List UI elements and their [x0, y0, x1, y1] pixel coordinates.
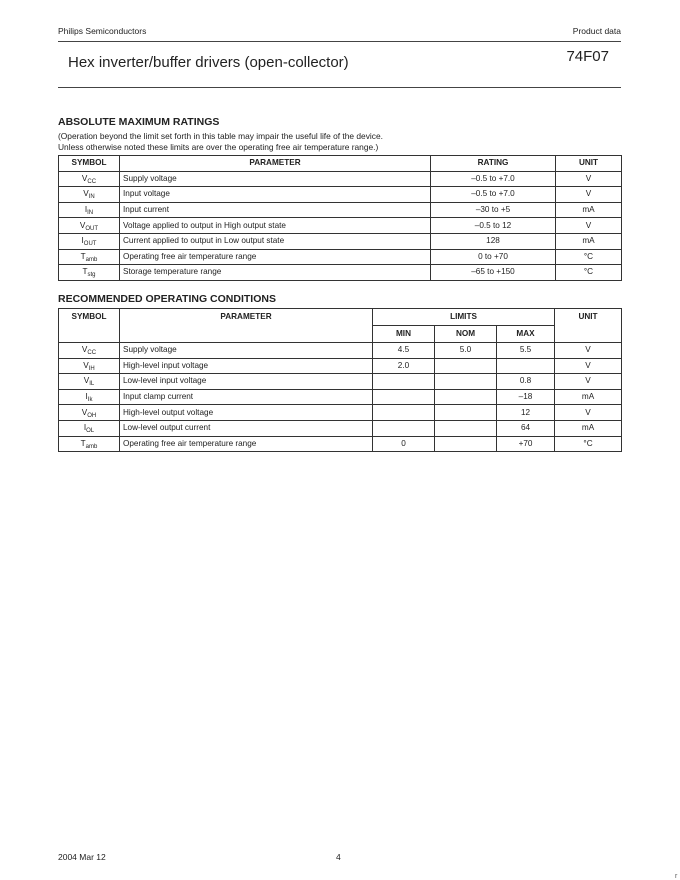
- max-cell: [497, 358, 555, 374]
- symbol-letter: V: [81, 407, 88, 417]
- table-row: [59, 218, 622, 234]
- unit-cell: V: [556, 171, 622, 187]
- min-cell: 4.5: [373, 343, 435, 359]
- symbol-letter: V: [83, 360, 89, 370]
- table-row: [59, 358, 622, 374]
- parameter-cell: Supply voltage: [120, 171, 431, 187]
- abs-max-note-line1: (Operation beyond the limit set forth in this table may impair the useful life of the device.: [58, 131, 383, 141]
- symbol-cell: [59, 202, 120, 218]
- symbol-cell: [59, 358, 120, 374]
- parameter-cell: Current applied to output in Low output state: [120, 233, 431, 249]
- max-cell: 12: [497, 405, 555, 421]
- parameter-cell: Operating free air temperature range: [120, 249, 431, 265]
- symbol-subscript: CC: [87, 178, 97, 185]
- col-header-unit: UNIT: [555, 309, 622, 343]
- table-row: [59, 187, 622, 203]
- unit-cell: mA: [556, 233, 622, 249]
- symbol-subscript: CC: [87, 350, 97, 357]
- symbol-letter: I: [85, 392, 88, 402]
- symbol-letter: I: [84, 205, 88, 215]
- nom-cell: [435, 358, 497, 374]
- rating-cell: –0.5 to +7.0: [431, 187, 556, 203]
- abs-max-heading: ABSOLUTE MAXIMUM RATINGS: [58, 116, 220, 128]
- page-title: Hex inverter/buffer drivers (open-collector): [68, 54, 349, 71]
- parameter-cell: Voltage applied to output in High output state: [120, 218, 431, 234]
- abs-max-note-line2: Unless otherwise noted these limits are over the operating free air temperature range.): [58, 142, 379, 152]
- symbol-letter: T: [80, 438, 86, 448]
- table-row: [59, 265, 622, 281]
- min-cell: 0: [373, 436, 435, 452]
- parameter-cell: Low-level output current: [120, 420, 373, 436]
- table-row: [59, 343, 622, 359]
- nom-cell: [435, 405, 497, 421]
- min-cell: [373, 389, 435, 405]
- symbol-subscript: Ik: [87, 397, 93, 404]
- max-cell: +70: [497, 436, 555, 452]
- parameter-cell: Input clamp current: [120, 389, 373, 405]
- parameter-cell: Supply voltage: [120, 343, 373, 359]
- company-name: Philips Semiconductors: [58, 26, 147, 36]
- min-cell: 2.0: [373, 358, 435, 374]
- parameter-cell: Low-level input voltage: [120, 374, 373, 390]
- rating-cell: –0.5 to 12: [431, 218, 556, 234]
- symbol-subscript: IN: [88, 194, 95, 201]
- corner-mark: r: [675, 873, 678, 880]
- table-row: [59, 436, 622, 452]
- symbol-cell: [59, 343, 120, 359]
- symbol-subscript: OH: [87, 412, 97, 419]
- nom-cell: [435, 436, 497, 452]
- symbol-cell: [59, 420, 120, 436]
- table-row: [59, 405, 622, 421]
- symbol-subscript: OL: [86, 428, 95, 435]
- symbol-subscript: stg: [87, 272, 96, 279]
- max-cell: 5.5: [497, 343, 555, 359]
- table-row: [59, 374, 622, 390]
- symbol-subscript: amb: [85, 443, 98, 450]
- table-row: [59, 389, 622, 405]
- col-header-nom: NOM: [435, 326, 497, 343]
- col-header-parameter: PARAMETER: [120, 156, 431, 172]
- footer-date: 2004 Mar 12: [58, 852, 106, 862]
- symbol-cell: [59, 218, 120, 234]
- symbol-letter: I: [83, 423, 87, 433]
- unit-cell: V: [556, 187, 622, 203]
- header-rule-top: [58, 41, 621, 42]
- min-cell: [373, 420, 435, 436]
- symbol-cell: [59, 405, 120, 421]
- max-cell: 0.8: [497, 374, 555, 390]
- col-header-max: MAX: [497, 326, 555, 343]
- parameter-cell: Input voltage: [120, 187, 431, 203]
- parameter-cell: High-level output voltage: [120, 405, 373, 421]
- symbol-cell: [59, 389, 120, 405]
- symbol-subscript: amb: [85, 256, 98, 263]
- symbol-letter: T: [80, 251, 86, 261]
- symbol-letter: I: [81, 236, 84, 246]
- symbol-letter: V: [83, 189, 89, 199]
- min-cell: [373, 374, 435, 390]
- rec-op-table: [58, 308, 622, 452]
- symbol-letter: V: [83, 376, 90, 386]
- symbol-cell: [59, 374, 120, 390]
- nom-cell: [435, 374, 497, 390]
- symbol-cell: [59, 249, 120, 265]
- symbol-subscript: IN: [87, 210, 94, 217]
- nom-cell: [435, 420, 497, 436]
- rating-cell: 0 to +70: [431, 249, 556, 265]
- col-header-symbol: SYMBOL: [59, 156, 120, 172]
- symbol-letter: T: [82, 267, 88, 277]
- unit-cell: °C: [556, 249, 622, 265]
- document-type: Product data: [572, 26, 621, 36]
- col-header-rating: RATING: [431, 156, 556, 172]
- col-header-symbol: SYMBOL: [59, 309, 120, 343]
- unit-cell: V: [555, 405, 622, 421]
- symbol-subscript: IH: [88, 365, 95, 372]
- unit-cell: mA: [555, 389, 622, 405]
- table-row: [59, 233, 622, 249]
- symbol-subscript: OUT: [85, 225, 99, 232]
- symbol-cell: [59, 436, 120, 452]
- table-row: [59, 171, 622, 187]
- rating-cell: –65 to +150: [431, 265, 556, 281]
- symbol-subscript: IL: [89, 381, 95, 388]
- col-header-parameter: PARAMETER: [120, 309, 373, 343]
- table-row: [59, 420, 622, 436]
- parameter-cell: Operating free air temperature range: [120, 436, 373, 452]
- unit-cell: °C: [555, 436, 622, 452]
- symbol-letter: V: [79, 220, 86, 230]
- col-header-min: MIN: [373, 326, 435, 343]
- max-cell: –18: [497, 389, 555, 405]
- symbol-cell: [59, 187, 120, 203]
- parameter-cell: High-level input voltage: [120, 358, 373, 374]
- max-cell: 64: [497, 420, 555, 436]
- symbol-letter: V: [81, 173, 88, 183]
- rating-cell: 128: [431, 233, 556, 249]
- parameter-cell: Input current: [120, 202, 431, 218]
- unit-cell: V: [556, 218, 622, 234]
- symbol-subscript: OUT: [83, 241, 97, 248]
- table-row: [59, 249, 622, 265]
- abs-max-table: [58, 155, 622, 281]
- unit-cell: V: [555, 374, 622, 390]
- symbol-letter: V: [81, 345, 88, 355]
- unit-cell: °C: [556, 265, 622, 281]
- nom-cell: [435, 389, 497, 405]
- unit-cell: mA: [555, 420, 622, 436]
- symbol-cell: [59, 233, 120, 249]
- unit-cell: V: [555, 358, 622, 374]
- symbol-cell: [59, 171, 120, 187]
- parameter-cell: Storage temperature range: [120, 265, 431, 281]
- col-header-limits: LIMITS: [373, 309, 555, 326]
- symbol-cell: [59, 265, 120, 281]
- table-row: [59, 202, 622, 218]
- header-rule-bottom: [58, 87, 621, 88]
- unit-cell: V: [555, 343, 622, 359]
- rating-cell: –30 to +5: [431, 202, 556, 218]
- rec-op-heading: RECOMMENDED OPERATING CONDITIONS: [58, 293, 276, 305]
- unit-cell: mA: [556, 202, 622, 218]
- page-number: 4: [336, 852, 341, 862]
- min-cell: [373, 405, 435, 421]
- part-number: 74F07: [566, 48, 609, 65]
- col-header-unit: UNIT: [556, 156, 622, 172]
- nom-cell: 5.0: [435, 343, 497, 359]
- rating-cell: –0.5 to +7.0: [431, 171, 556, 187]
